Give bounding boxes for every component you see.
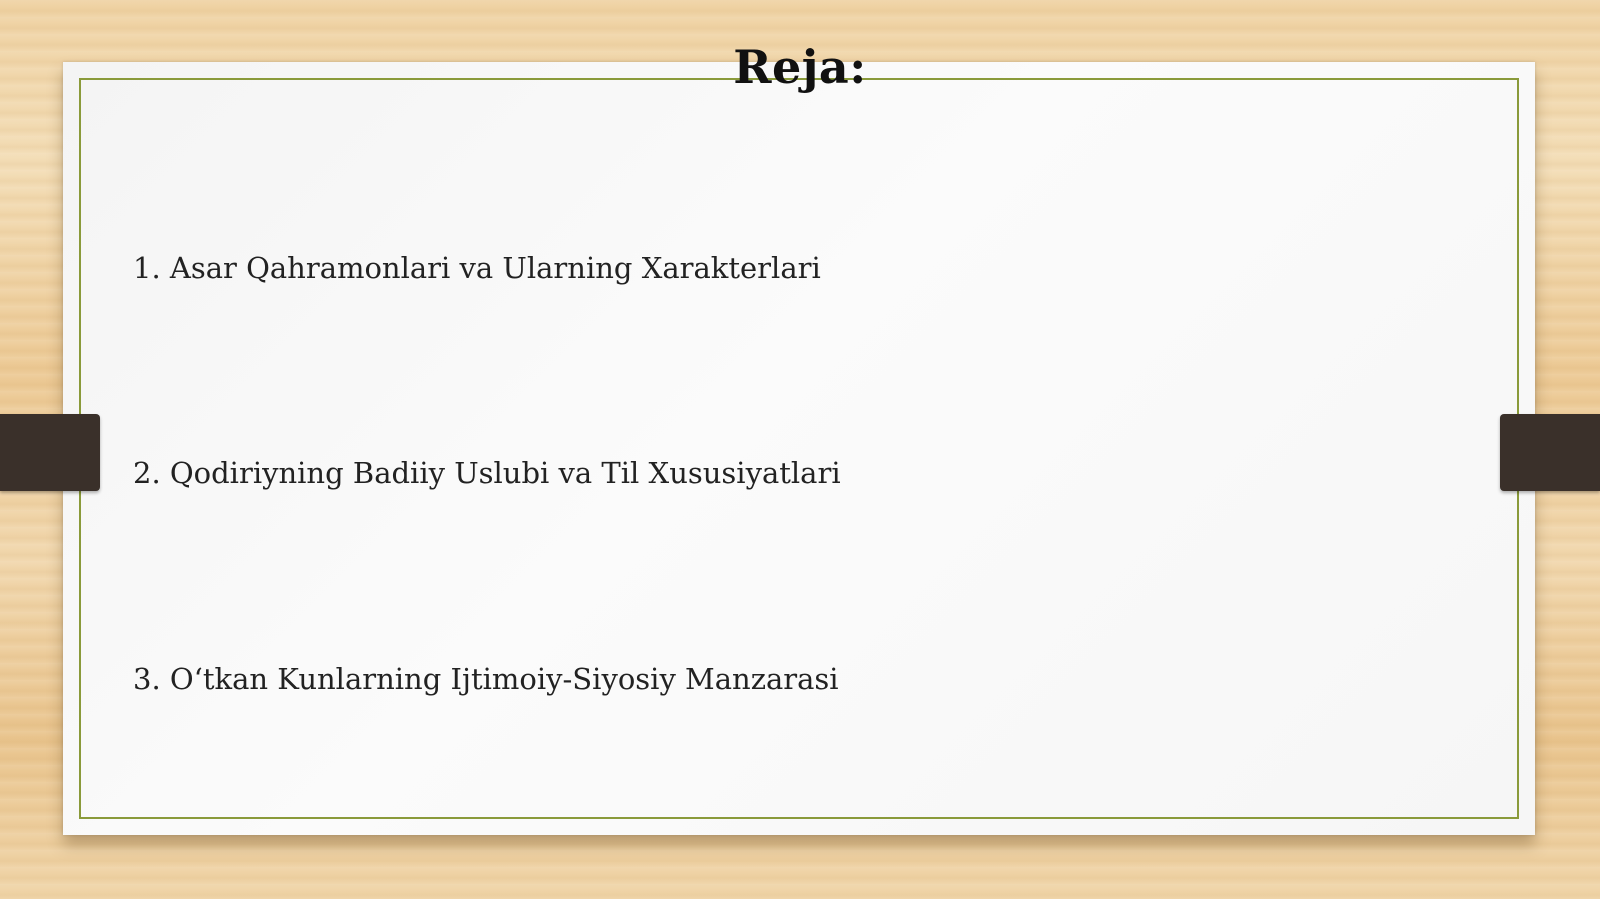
plan-item-1: 1. Asar Qahramonlari va Ularning Xarakterlari bbox=[133, 251, 821, 285]
plan-item-2: 2. Qodiriyning Badiiy Uslubi va Til Xususiyatlari bbox=[133, 456, 841, 490]
left-clip bbox=[0, 414, 100, 491]
slide-title: Reja: bbox=[733, 40, 867, 94]
card-frame bbox=[79, 78, 1519, 819]
right-clip bbox=[1500, 414, 1600, 491]
slide-card bbox=[63, 62, 1535, 835]
plan-item-3: 3. O‘tkan Kunlarning Ijtimoiy-Siyosiy Manzarasi bbox=[133, 662, 839, 696]
